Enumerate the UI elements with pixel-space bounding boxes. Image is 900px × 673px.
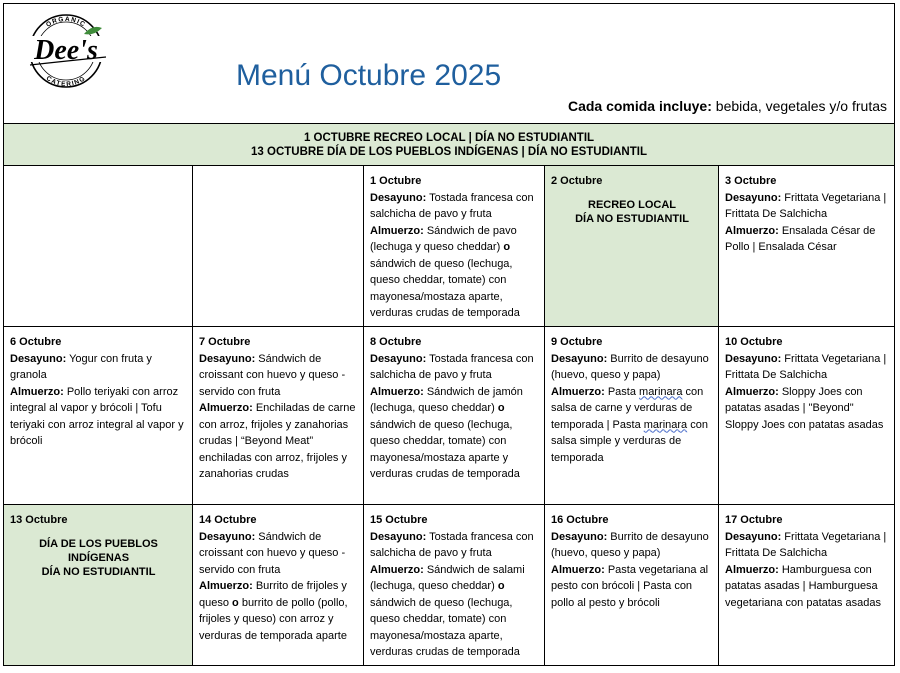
breakfast-item: Desayuno: Tostada francesa con salchicha de pavo y fruta bbox=[370, 191, 534, 220]
lunch-item: Almuerzo: Pasta marinara con salsa de carne y verduras de temporada | Pasta marinara con salsa simple y verduras de temporada bbox=[551, 385, 708, 464]
day-cell-oct-8 bbox=[364, 327, 545, 505]
day-date: 13 Octubre bbox=[10, 514, 68, 526]
day-cell-oct-16 bbox=[545, 505, 719, 665]
breakfast-item: Desayuno: Frittata Vegetariana | Frittata De Salchicha bbox=[725, 191, 887, 220]
lunch-item: Almuerzo: Hamburguesa con patatas asadas | Hamburguesa vegetariana con patatas asadas bbox=[725, 563, 881, 609]
day-date: 10 Octubre bbox=[725, 336, 783, 348]
svg-text:ORGANIC: ORGANIC bbox=[45, 15, 87, 29]
day-cell-oct-6 bbox=[4, 327, 193, 505]
menu-calendar-grid bbox=[4, 166, 894, 665]
day-date: 2 Octubre bbox=[551, 175, 603, 187]
day-date: 15 Octubre bbox=[370, 514, 428, 526]
day-cell-oct-9 bbox=[545, 327, 719, 505]
breakfast-item: Desayuno: Frittata Vegetariana | Frittata De Salchicha bbox=[725, 530, 887, 559]
lunch-item: Almuerzo: Enchiladas de carne con arroz, frijoles y zanahorias crudas | “Beyond Meat” enchiladas con arroz, frijoles y zanahorias crudas bbox=[199, 402, 356, 480]
day-cell-oct-13 bbox=[4, 505, 193, 665]
day-cell-oct-7 bbox=[193, 327, 364, 505]
lunch-item: Almuerzo: Ensalada César de Pollo | Ensalada César bbox=[725, 224, 876, 253]
menu-header bbox=[4, 4, 894, 124]
day-cell-oct-1 bbox=[364, 166, 545, 327]
day-date: 1 Octubre bbox=[370, 175, 422, 187]
day-cell-oct-15 bbox=[364, 505, 545, 665]
meal-includes-text: bebida, vegetales y/o frutas bbox=[711, 98, 887, 114]
day-cell-oct-10 bbox=[719, 327, 894, 505]
empty-day-cell bbox=[4, 166, 193, 327]
meal-includes-label: Cada comida incluye: bbox=[567, 98, 712, 114]
dees-organic-catering-logo bbox=[10, 10, 122, 92]
lunch-item: Almuerzo: Pollo teriyaki con arroz integral al vapor y brócoli | Tofu teriyaki con arroz integral al vapor y brócoli bbox=[10, 385, 184, 447]
breakfast-item: Desayuno: Yogur con fruta y granola bbox=[10, 352, 152, 381]
lunch-item: Almuerzo: Pasta vegetariana al pesto con brócoli | Pasta con pollo al pesto y brócoli bbox=[551, 563, 709, 609]
banner-line-1: 1 OCTUBRE RECREO LOCAL | DÍA NO ESTUDIANTIL bbox=[303, 132, 595, 144]
lunch-item: Almuerzo: Sándwich de salami (lechuga, queso cheddar) o sándwich de queso (lechuga, queso cheddar, tomate) con mayonesa/mostaza aparte, verduras crudas de temporada bbox=[370, 563, 525, 658]
holiday-note: RECREO LOCAL DÍA NO ESTUDIANTIL bbox=[575, 198, 689, 225]
lunch-item: Almuerzo: Sándwich de jamón (lechuga, queso cheddar) o sándwich de queso (lechuga, queso cheddar, tomate) con mayonesa/mostaza aparte y verduras crudas de temporada bbox=[370, 385, 523, 480]
svg-text:CATERING: CATERING bbox=[44, 74, 88, 89]
lunch-item: Almuerzo: Sándwich de pavo (lechuga y queso cheddar) o sándwich de queso (lechuga, queso cheddar, tomate) con mayonesa/mostaza aparte, verduras crudas de temporada bbox=[370, 224, 520, 319]
day-date: 14 Octubre bbox=[199, 514, 257, 526]
breakfast-item: Desayuno: Sándwich de croissant con huevo y queso - servido con fruta bbox=[199, 352, 346, 398]
banner-line-2: 13 OCTUBRE DÍA DE LOS PUEBLOS INDÍGENAS | DÍA NO ESTUDIANTIL bbox=[251, 146, 647, 158]
day-date: 9 Octubre bbox=[551, 336, 603, 348]
lunch-item: Almuerzo: Burrito de frijoles y queso o burrito de pollo (pollo, frijoles y queso) con arroz y verduras de temporada aparte bbox=[199, 580, 348, 642]
meal-includes-note bbox=[568, 98, 887, 114]
day-cell-oct-2 bbox=[545, 166, 719, 327]
breakfast-item: Desayuno: Burrito de desayuno (huevo, queso y papa) bbox=[551, 352, 709, 381]
breakfast-item: Desayuno: Frittata Vegetariana | Frittata De Salchicha bbox=[725, 352, 887, 381]
breakfast-item: Desayuno: Tostada francesa con salchicha de pavo y fruta bbox=[370, 530, 534, 559]
day-date: 6 Octubre bbox=[10, 336, 62, 348]
day-cell-oct-3 bbox=[719, 166, 894, 327]
day-cell-oct-17 bbox=[719, 505, 894, 665]
menu-page bbox=[3, 3, 895, 666]
menu-title: Menú Octubre 2025 bbox=[236, 59, 502, 92]
breakfast-item: Desayuno: Burrito de desayuno (huevo, queso y papa) bbox=[551, 530, 709, 559]
day-date: 16 Octubre bbox=[551, 514, 609, 526]
day-date: 8 Octubre bbox=[370, 336, 422, 348]
day-cell-oct-14 bbox=[193, 505, 364, 665]
no-student-days-banner bbox=[4, 124, 894, 166]
breakfast-item: Desayuno: Sándwich de croissant con huevo y queso - servido con fruta bbox=[199, 530, 346, 576]
lunch-item: Almuerzo: Sloppy Joes con patatas asadas | "Beyond" Sloppy Joes con patatas asadas bbox=[725, 385, 884, 431]
day-date: 17 Octubre bbox=[725, 514, 783, 526]
breakfast-item: Desayuno: Tostada francesa con salchicha de pavo y fruta bbox=[370, 352, 534, 381]
day-date: 7 Octubre bbox=[199, 336, 251, 348]
empty-day-cell bbox=[193, 166, 364, 327]
svg-text:Dee's: Dee's bbox=[34, 35, 98, 66]
holiday-note: DÍA DE LOS PUEBLOS INDÍGENAS DÍA NO ESTUDIANTIL bbox=[39, 537, 158, 578]
day-date: 3 Octubre bbox=[725, 175, 777, 187]
